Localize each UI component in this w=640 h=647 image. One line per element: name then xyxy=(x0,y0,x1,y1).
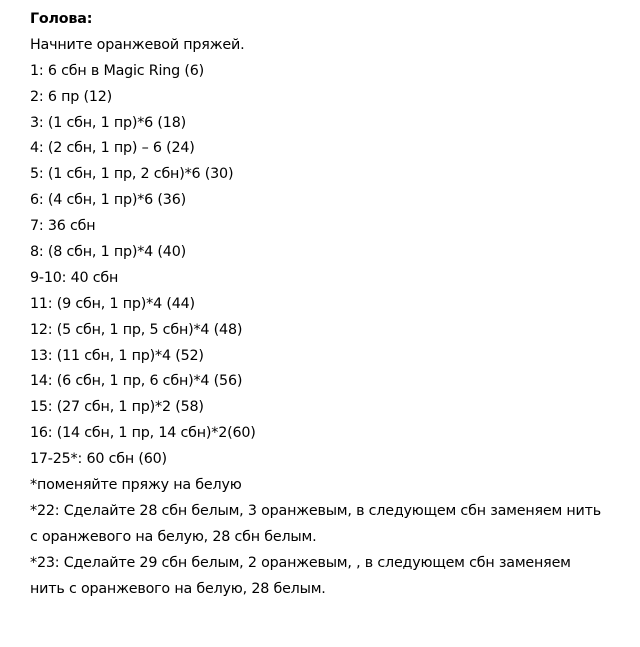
note-23-line-2: нить с оранжевого на белую, 28 белым. xyxy=(30,580,326,597)
pattern-row-4: 4: (2 сбн, 1 пр) – 6 (24) xyxy=(30,140,195,157)
pattern-row-7: 7: 36 сбн xyxy=(30,218,96,235)
pattern-row-17-25: 17-25*: 60 сбн (60) xyxy=(30,451,167,468)
intro-text: Начните оранжевой пряжей. xyxy=(30,36,245,53)
pattern-row-9-10: 9-10: 40 сбн xyxy=(30,269,119,286)
pattern-row-14: 14: (6 сбн, 1 пр, 6 сбн)*4 (56) xyxy=(30,373,243,390)
pattern-row-16: 16: (14 сбн, 1 пр, 14 сбн)*2(60) xyxy=(30,425,256,442)
pattern-row-3: 3: (1 сбн, 1 пр)*6 (18) xyxy=(30,114,186,131)
pattern-row-6: 6: (4 сбн, 1 пр)*6 (36) xyxy=(30,192,186,209)
pattern-row-15: 15: (27 сбн, 1 пр)*2 (58) xyxy=(30,399,204,416)
note-22-line-1: *22: Сделайте 28 сбн белым, 3 оранжевым, в следующем сбн заменяем нить xyxy=(30,502,601,519)
pattern-row-2: 2: 6 пр (12) xyxy=(30,88,113,105)
note-23-line-1: *23: Сделайте 29 сбн белым, 2 оранжевым, , в следующем сбн заменяем xyxy=(30,554,571,571)
pattern-row-11: 11: (9 сбн, 1 пр)*4 (44) xyxy=(30,295,195,312)
pattern-row-12: 12: (5 сбн, 1 пр, 5 сбн)*4 (48) xyxy=(30,321,243,338)
note-change-yarn: *поменяйте пряжу на белую xyxy=(30,477,242,494)
pattern-document xyxy=(30,7,634,602)
pattern-row-1: 1: 6 сбн в Magic Ring (6) xyxy=(30,62,205,79)
pattern-row-8: 8: (8 сбн, 1 пр)*4 (40) xyxy=(30,244,186,261)
pattern-row-5: 5: (1 сбн, 1 пр, 2 сбн)*6 (30) xyxy=(30,166,234,183)
note-22-line-2: с оранжевого на белую, 28 сбн белым. xyxy=(30,528,317,545)
pattern-row-13: 13: (11 сбн, 1 пр)*4 (52) xyxy=(30,347,204,364)
section-title: Голова: xyxy=(30,11,93,27)
